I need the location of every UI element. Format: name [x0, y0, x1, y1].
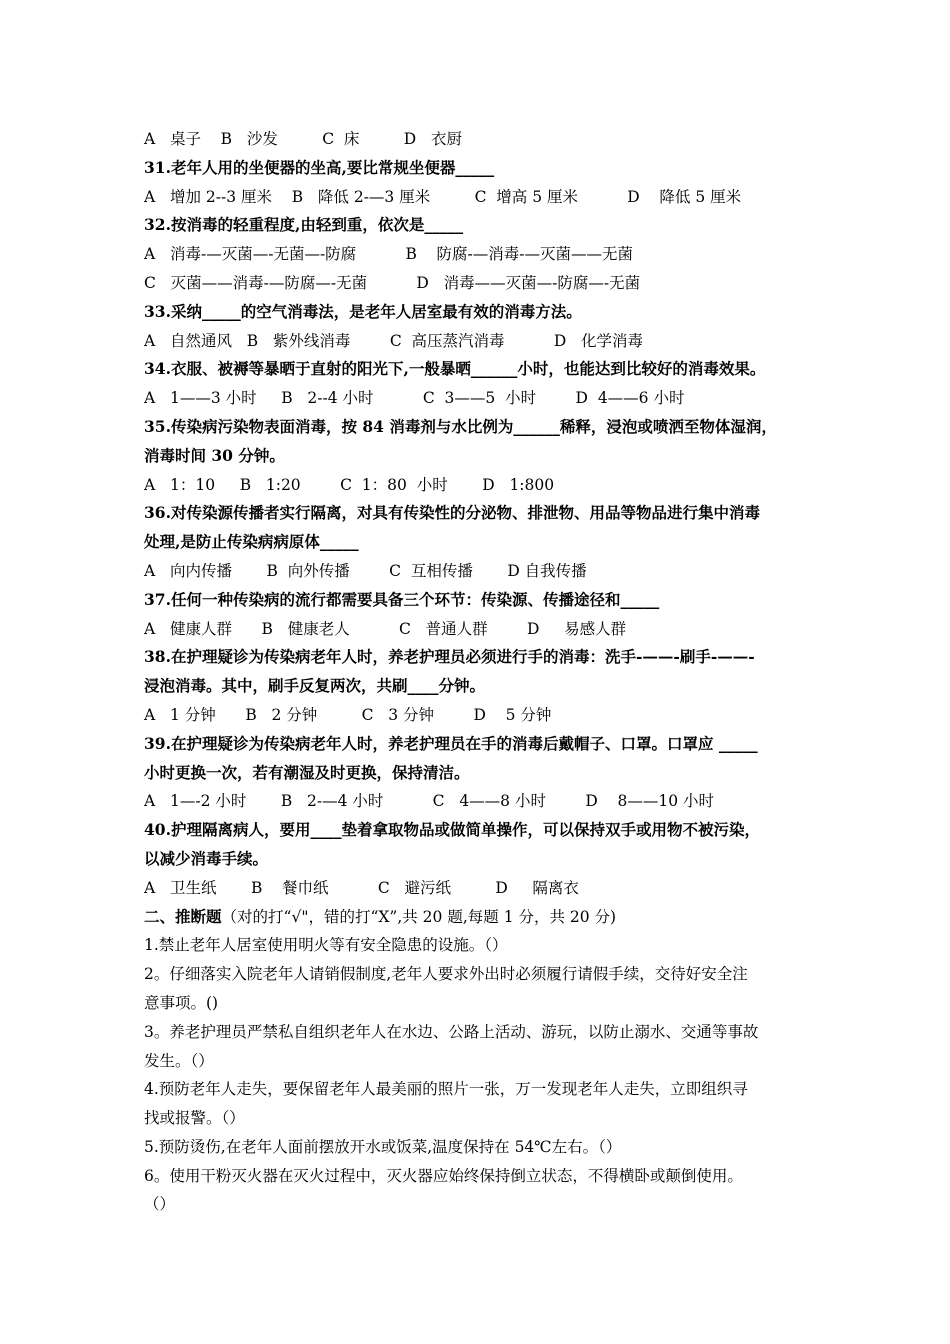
- text-line: 31.老年人用的坐便器的坐高,要比常规坐便器_____: [144, 157, 495, 177]
- text-line: C 灭菌——消毒-—防腐—-无菌 D 消毒——灭菌—-防腐—-无菌: [144, 273, 641, 292]
- text-line: 找或报警。（）: [144, 1109, 245, 1128]
- text-line: （）: [144, 1195, 176, 1214]
- text-line: 以减少消毒手续。: [144, 848, 269, 868]
- text-line: 4.预防老年人走失，要保留老年人最美丽的照片一张，万一发现老年人走失，立即组织寻: [144, 1080, 748, 1099]
- text-line: 消毒时间 30 分钟。: [144, 445, 285, 465]
- text-line: 1.禁止老年人居室使用明火等有安全隐患的设施。（）: [144, 936, 508, 955]
- text-line: A 向内传播 B 向外传播 C 互相传播 D 自我传播: [144, 561, 587, 580]
- text-line: A 卫生纸 B 餐巾纸 C 避污纸 D 隔离衣: [144, 878, 579, 897]
- text-line: A 1：10 B 1:20 C 1：80 小时 D 1:800: [144, 475, 555, 494]
- text-line: A 1—-2 小时 B 2-—4 小时 C 4——8 小时 D 8——10 小时: [144, 792, 715, 811]
- text-line: 38.在护理疑诊为传染病老年人时，养老护理员必须进行手的消毒：洗手-——-刷手-——-: [144, 647, 755, 667]
- document-page: [144, 125, 824, 1219]
- text-line: 36.对传染源传播者实行隔离，对具有传染性的分泌物、排泄物、用品等物品进行集中消毒: [144, 503, 760, 523]
- text-line: 32.按消毒的轻重程度,由轻到重，依次是_____: [144, 215, 464, 235]
- text-line: A 自然通风 B 紫外线消毒 C 高压蒸汽消毒 D 化学消毒: [144, 331, 644, 350]
- text-line: 39.在护理疑诊为传染病老年人时，养老护理员在手的消毒后戴帽子、口罩。口罩应 _____: [144, 733, 758, 753]
- text-line: 发生。（）: [144, 1051, 214, 1070]
- text-line: 5.预防烫伤,在老年人面前摆放开水或饭菜,温度保持在 54℃左右。（）: [144, 1137, 622, 1156]
- text-line: 3。养老护理员严禁私自组织老年人在水边、公路上活动、游玩，以防止溺水、交通等事故: [144, 1022, 759, 1041]
- text-line: [144, 903, 824, 932]
- text-line: A 1 分钟 B 2 分钟 C 3 分钟 D 5 分钟: [144, 705, 552, 724]
- text-line: 33.采纳_____的空气消毒法，是老年人居室最有效的消毒方法。: [144, 301, 582, 321]
- text-line: 意事项。(): [144, 993, 219, 1012]
- text-line: A 1——3 小时 B 2--4 小时 C 3——5 小时 D 4——6 小时: [144, 389, 685, 408]
- text-line: 小时更换一次，若有潮湿及时更换，保持清洁。: [144, 762, 470, 782]
- text-line: 34.衣服、被褥等暴晒于直射的阳光下,一般暴晒______小时，也能达到比较好的消毒效果。: [144, 359, 766, 379]
- text-line: A 增加 2--3 厘米 B 降低 2-—3 厘米 C 增高 5 厘米 D 降低 5 厘米: [144, 187, 742, 206]
- text-line: 2。仔细落实入院老年人请销假制度,老年人要求外出时必须履行请假手续，交待好安全注: [144, 965, 748, 984]
- text-line: 35.传染病污染物表面消毒，按 84 消毒剂与水比例为______稀释，浸泡或喷洒至物体湿润，: [144, 416, 777, 436]
- text-line: A 桌子 B 沙发 C 床 D 衣厨: [144, 130, 462, 148]
- text-line: A 健康人群 B 健康老人 C 普通人群 D 易感人群: [144, 619, 627, 638]
- text-line: 6。使用干粉灭火器在灭火过程中，灭火器应始终保持倒立状态，不得横卧或颠倒使用。: [144, 1166, 743, 1185]
- text-segment: （对的打“√"，错的打“X”,共 20 题,每题 1 分，共 20 分): [221, 907, 617, 926]
- text-segment: 二、推断题: [144, 906, 222, 926]
- text-line: 处理,是防止传染病病原体_____: [144, 532, 359, 552]
- text-line: 40.护理隔离病人，要用____垫着拿取物品或做简单操作，可以保持双手或用物不被污染，: [144, 820, 760, 840]
- text-line: 浸泡消毒。其中，刷手反复两次，共刷____分钟。: [144, 676, 486, 696]
- text-line: A 消毒-—灭菌—-无菌—-防腐 B 防腐-—消毒-—灭菌——无菌: [144, 245, 634, 264]
- text-line: 37.任何一种传染病的流行都需要具备三个环节：传染源、传播途径和_____: [144, 589, 660, 609]
